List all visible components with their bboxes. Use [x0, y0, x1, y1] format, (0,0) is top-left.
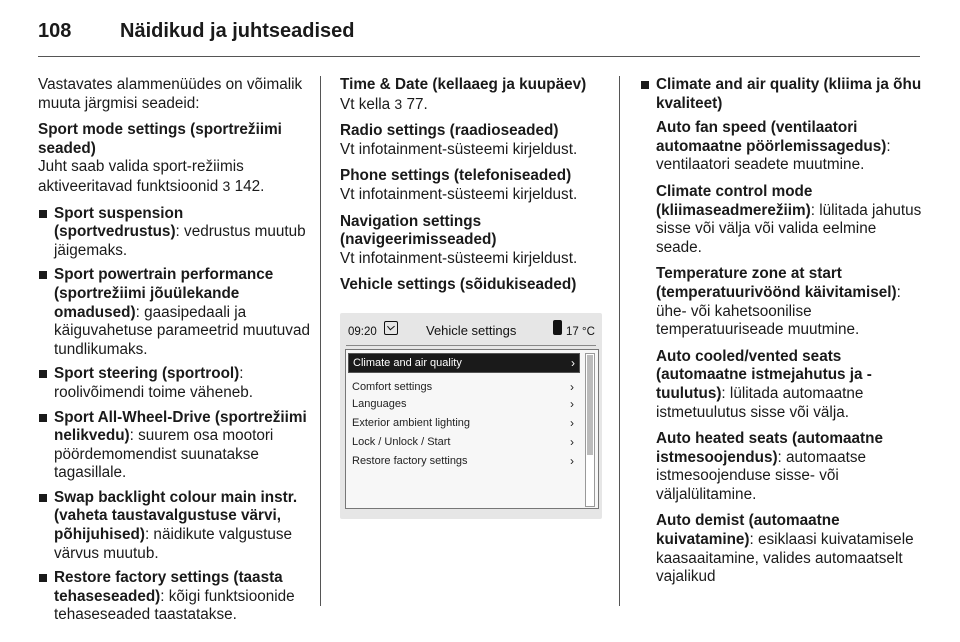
sub-item — [656, 512, 922, 586]
screen-divider — [346, 345, 596, 346]
time-date-section — [340, 76, 614, 114]
sub-item-title: Auto demist (automaatne kuivatamine) — [656, 512, 840, 549]
sub-items — [640, 119, 922, 587]
sub-item-title: Auto heated seats (automaatne istmesoojendus) — [656, 430, 883, 466]
sub-item — [656, 430, 922, 504]
sub-item — [656, 119, 922, 175]
menu-item-label: Lock / Unlock / Start — [352, 435, 451, 448]
sub-item-text: : automaatse istmesoojenduse sisse- või väljalülitamine. — [656, 448, 866, 503]
page-title: Näidikud ja juhtseadised — [120, 20, 355, 42]
column-divider-1 — [320, 76, 321, 606]
screen-status-bar — [346, 319, 596, 343]
section-heading: Time & Date (kellaaeg ja kuupäev) — [340, 76, 587, 93]
menu-item-restore-factory[interactable] — [348, 452, 578, 470]
bullet-title: Sport powertrain performance (sportrežiimi jõuülekande omadused) — [54, 266, 274, 321]
bullet-item-climate — [640, 76, 922, 113]
chevron-right-icon: › — [570, 379, 574, 394]
menu-item-climate[interactable] — [348, 353, 580, 373]
chevron-right-icon: › — [570, 453, 574, 468]
section-text: Vt infotainment-süsteemi kirjeldust. — [340, 249, 578, 267]
sub-item-text: : lülitada jahutus sisse või välja või valida eelmine seade. — [656, 201, 922, 256]
bullet-title: Sport All-Wheel-Drive (sportrežiimi nelikvedu) — [54, 408, 307, 445]
vehicle-settings-screen — [340, 313, 602, 519]
menu-scrollbar[interactable] — [585, 353, 595, 507]
bullet-title: Climate and air quality (kliima ja õhu kvaliteet) — [656, 76, 922, 112]
bullet-square-icon — [39, 494, 47, 502]
menu-item-exterior-lighting[interactable] — [348, 414, 578, 432]
sport-heading: Sport mode settings (sportrežiimi seaded) — [38, 121, 282, 157]
sub-item-text: : esiklaasi kuivatamisele kaasaaitamine, valides automaatselt vajalikud — [656, 531, 914, 586]
screen-title: Vehicle settings — [426, 322, 517, 338]
vehicle-section — [340, 276, 614, 295]
bullet-item — [38, 266, 310, 359]
bullet-square-icon — [39, 574, 47, 582]
bullet-text: : suurem osa mootori pöördemomendist suunatakse tagasillale. — [54, 427, 274, 482]
bullet-square-icon — [641, 81, 649, 89]
bullet-title: Sport steering (sportrool) — [54, 365, 240, 383]
column-3 — [640, 76, 922, 595]
chevron-right-icon: › — [570, 396, 574, 411]
bullet-title: Swap backlight colour main instr. (vaheta taustavalgustuse värvi, põhijuhised) — [54, 488, 298, 544]
navigation-section — [340, 213, 614, 269]
chevron-right-icon: › — [570, 434, 574, 449]
bullet-item — [38, 489, 310, 563]
radio-section — [340, 122, 614, 159]
page-header — [38, 20, 920, 50]
chevron-right-icon: › — [570, 415, 574, 430]
bullet-item — [38, 205, 310, 261]
bullet-square-icon — [39, 271, 47, 279]
page-ref-arrow-icon: 3 — [222, 177, 231, 194]
sub-item — [656, 183, 922, 257]
menu-item-label: Comfort settings — [352, 380, 433, 393]
temperature-icon — [553, 320, 562, 335]
menu-item-label: Climate and air quality — [353, 356, 462, 369]
column-divider-2 — [619, 76, 620, 606]
section-heading: Phone settings (telefoniseaded) — [340, 167, 572, 185]
sport-ref: 142. — [230, 177, 265, 195]
sub-item-title: Auto cooled/vented seats (automaatne istmejahutus ja -tuulutus) — [656, 347, 872, 402]
menu-item-comfort[interactable] — [348, 378, 578, 396]
intro-text: Vastavates alammenüüdes on võimalik muuta järgmisi seadeid: — [38, 76, 303, 112]
page-ref-arrow-icon: 3 — [394, 95, 403, 112]
screen-temperature: 17 °C — [566, 325, 595, 338]
bullet-square-icon — [39, 210, 47, 218]
bullet-item — [38, 409, 310, 483]
section-heading: Radio settings (raadioseaded) — [340, 122, 559, 140]
menu-item-label: Restore factory settings — [352, 454, 468, 467]
menu-item-label: Languages — [352, 397, 407, 410]
sub-item-title: Climate control mode (kliimaseadmerežiim) — [656, 182, 813, 219]
sub-item-text: : ventilaatori seadete muutmine. — [656, 137, 891, 174]
column-1 — [38, 76, 310, 631]
column-2 — [340, 76, 614, 519]
section-heading: Navigation settings (navigeerimisseaded) — [340, 212, 497, 249]
section-text: Vt kella — [340, 95, 395, 113]
page-number: 108 — [38, 20, 72, 42]
menu-item-languages[interactable] — [348, 395, 578, 413]
menu-item-lock-unlock[interactable] — [348, 433, 578, 451]
screen-menu — [345, 349, 599, 509]
header-divider — [38, 56, 920, 57]
bullet-text: : näidikute valgustuse värvus muutub. — [54, 526, 293, 562]
scrollbar-thumb[interactable] — [587, 355, 593, 455]
sub-item-title: Temperature zone at start (temperatuurivöönd käivitamisel) — [656, 265, 897, 301]
screen-time: 09:20 — [348, 325, 377, 338]
sub-item-title: Auto fan speed (ventilaatori automaatne pöörlemissagedus) — [656, 119, 887, 155]
bullet-item — [38, 569, 310, 625]
section-text: Vt infotainment-süsteemi kirjeldust. — [340, 140, 578, 158]
clock-icon — [384, 321, 398, 335]
bullet-text: : gaasipedaali ja käiguvahetuse parameetrid muutuvad tundlikumaks. — [54, 303, 310, 358]
bullet-title: Sport suspension (sportvedrustus) — [54, 204, 184, 241]
chevron-right-icon: › — [571, 355, 575, 370]
bullet-square-icon — [39, 414, 47, 422]
section-ref: 77. — [402, 95, 428, 113]
section-text: Vt infotainment-süsteemi kirjeldust. — [340, 185, 578, 203]
bullet-text: : kõigi funktsioonide tehaseseaded taastatakse. — [54, 587, 295, 624]
sub-item-text: : ühe- või kahetsoonilise temperatuuriseade muutmine. — [656, 283, 901, 339]
bullet-item — [38, 365, 310, 402]
bullet-title: Restore factory settings (taasta tehaseseaded) — [54, 569, 283, 605]
sub-item-text: : lülitada automaatne istmetuulutus sisse või välja. — [656, 384, 864, 421]
sport-section — [38, 121, 310, 196]
phone-section — [340, 167, 614, 204]
bullet-square-icon — [39, 370, 47, 378]
sub-item — [656, 265, 922, 339]
sub-item — [656, 348, 922, 422]
menu-item-label: Exterior ambient lighting — [352, 416, 471, 429]
bullet-text: : roolivõimendi toime väheneb. — [54, 365, 253, 401]
sport-text: Juht saab valida sport-režiimis aktiveeritavad funktsioonid — [38, 158, 244, 195]
section-heading: Vehicle settings (sõidukiseaded) — [340, 276, 577, 294]
bullet-text: : vedrustus muutub jäigemaks. — [54, 223, 306, 259]
